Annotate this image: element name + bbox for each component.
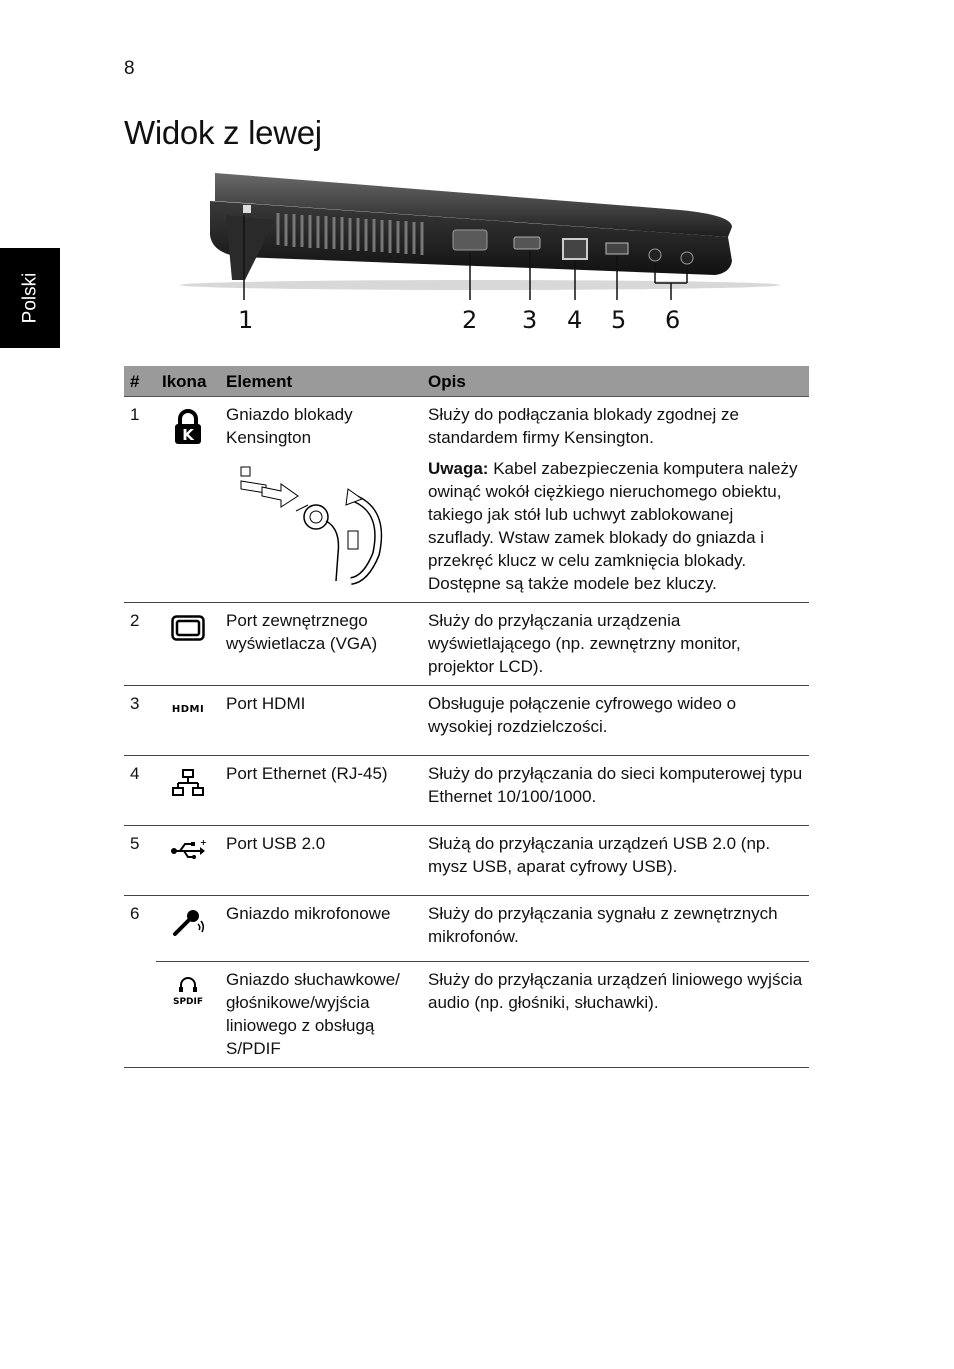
header-element: Element	[220, 366, 422, 397]
row-element: Gniazdo mikrofonowe	[220, 896, 422, 962]
row-number: 4	[124, 756, 156, 826]
row-number: 3	[124, 686, 156, 756]
vga-port-icon	[171, 615, 205, 641]
row-description: Służy do przyłączania urządzeń liniowego wyjścia audio (np. głośniki, słuchawki).	[422, 962, 809, 1068]
page-title: Widok z lewej	[124, 114, 322, 151]
kensington-lock-icon	[173, 409, 203, 445]
table-header-row	[124, 366, 809, 397]
callout-3: 3	[522, 306, 538, 334]
ports-table	[124, 366, 809, 1068]
row-number: 5	[124, 826, 156, 896]
microphone-icon	[171, 908, 205, 938]
headphone-jack	[681, 252, 693, 264]
vga-port	[453, 230, 487, 250]
table-row	[124, 756, 809, 826]
callout-4: 4	[567, 306, 583, 334]
callout-2: 2	[462, 306, 478, 334]
header-number: #	[124, 366, 156, 397]
note-label: Uwaga:	[428, 459, 489, 478]
row-number: 6	[130, 904, 140, 923]
ethernet-icon	[172, 768, 204, 798]
laptop-left-side-illustration	[160, 165, 760, 340]
row-description: Służy do przyłączania sygnału z zewnętrznych mikrofonów.	[422, 896, 809, 962]
page-number: 8	[124, 58, 135, 79]
table-row	[124, 826, 809, 896]
kensington-slot	[243, 205, 251, 213]
row-element: Gniazdo słuchawkowe/ głośnikowe/wyjścia liniowego z obsługą S/PDIF	[220, 962, 422, 1068]
row-element: Port Ethernet (RJ-45)	[220, 756, 422, 826]
usb-port	[606, 243, 628, 254]
header-icon: Ikona	[156, 366, 220, 397]
callout-1: 1	[238, 306, 254, 334]
svg-text:+: +	[200, 838, 207, 847]
usb-icon	[170, 838, 206, 860]
note-text: Kabel zabezpieczenia komputera należy owinąć wokół ciężkiego nieruchomego obiektu, takiego jak stół lub uchwyt zablokowanej szuflady. Wstaw zamek blokady do gniazda i przekręć klucz w celu zamknięcia blokady. Dostępne są także modele bez kluczy.	[428, 459, 798, 593]
svg-text:HDMI: HDMI	[171, 704, 205, 715]
row-number: 1	[124, 397, 156, 603]
row-element: Port USB 2.0	[220, 826, 422, 896]
hdmi-port	[514, 237, 540, 249]
table-row	[124, 896, 809, 962]
language-tab	[0, 248, 60, 348]
row-element: Gniazdo blokady Kensington	[226, 405, 353, 447]
row-description: Służy do podłączania blokady zgodnej ze standardem firmy Kensington.	[428, 405, 739, 447]
row-description: Służą do przyłączania urządzeń USB 2.0 (np. mysz USB, aparat cyfrowy USB).	[422, 826, 809, 896]
mic-jack	[649, 249, 661, 261]
row-description: Służy do przyłączania urządzenia wyświetlającego (np. zewnętrzny monitor, projektor LCD).	[422, 603, 809, 686]
table-row	[124, 686, 809, 756]
row-description: Obsługuje połączenie cyfrowego wideo o wysokiej rozdzielczości.	[422, 686, 809, 756]
table-row	[124, 962, 809, 1068]
note-paragraph	[428, 457, 803, 595]
row-number	[124, 962, 156, 1068]
table-row	[124, 397, 809, 603]
table-row	[124, 603, 809, 686]
language-tab-label: Polski	[19, 272, 40, 324]
cable-lock-illustration	[226, 459, 386, 589]
callout-5: 5	[611, 306, 627, 334]
svg-text:K: K	[182, 426, 194, 444]
ethernet-port	[563, 239, 587, 259]
header-description: Opis	[422, 366, 809, 397]
row-description: Służy do przyłączania do sieci komputerowej typu Ethernet 10/100/1000.	[422, 756, 809, 826]
hdmi-icon	[169, 702, 207, 714]
row-element: Port zewnętrznego wyświetlacza (VGA)	[220, 603, 422, 686]
svg-text:SPDIF: SPDIF	[172, 997, 204, 1007]
headphone-spdif-icon	[168, 974, 208, 1006]
callout-6: 6	[665, 306, 681, 334]
row-number: 2	[124, 603, 156, 686]
row-element: Port HDMI	[220, 686, 422, 756]
